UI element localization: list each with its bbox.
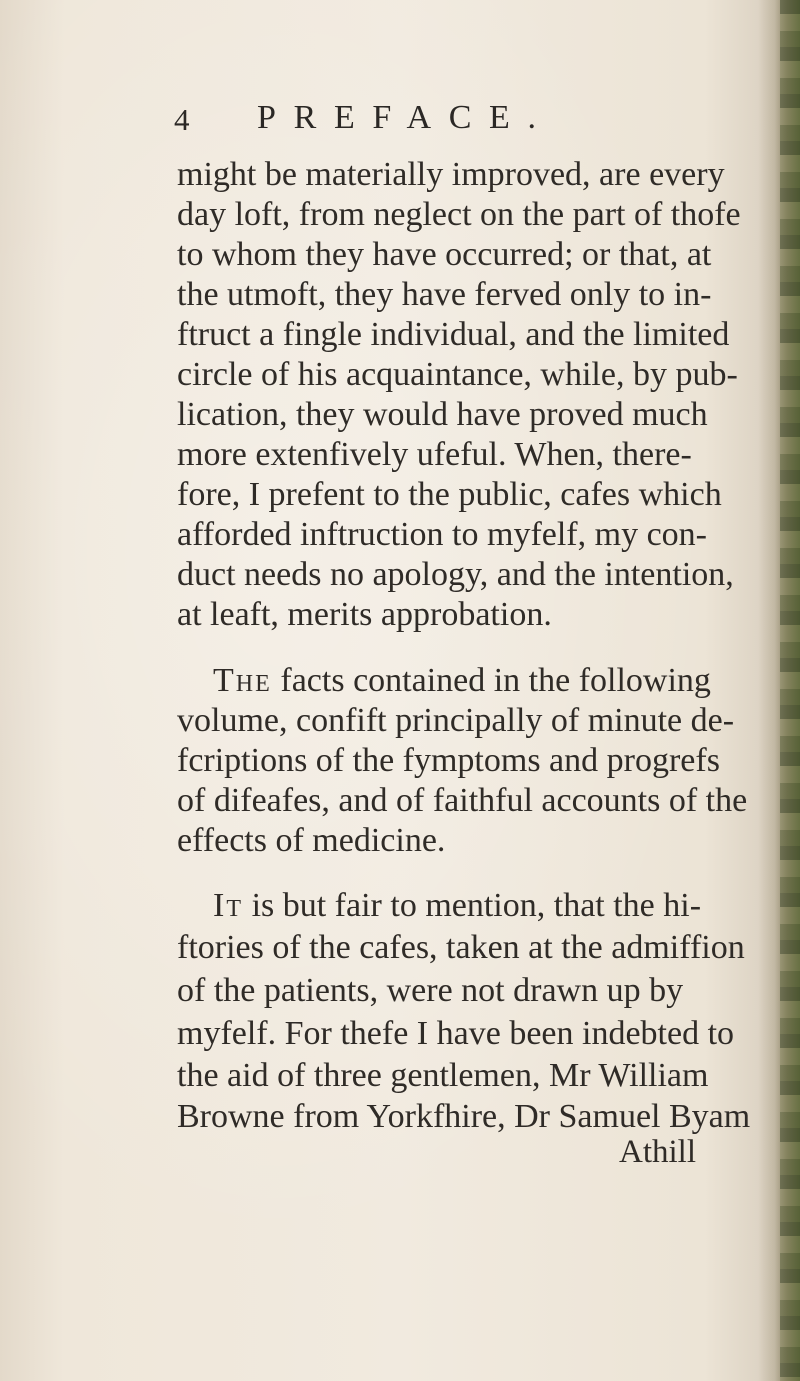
text-line: Browne from Yorkfhire, Dr Samuel Byam — [177, 1098, 751, 1135]
paragraph-first-line — [213, 661, 711, 701]
text-fragment: facts contained in the following — [271, 662, 711, 699]
text-line: myfelf. For thefe I have been indebted to — [177, 1015, 735, 1052]
text-line: of the patients, were not drawn up by — [177, 972, 684, 1009]
text-line: at leaft, merits approbation. — [177, 596, 552, 633]
text-line: lication, they would have proved much — [177, 396, 708, 433]
text-line: ftories of the cafes, taken at the admiffion — [177, 929, 745, 966]
text-line: the utmoft, they have ferved only to in- — [177, 276, 712, 313]
text-line: fcriptions of the fymptoms and progrefs — [177, 742, 720, 779]
text-line: afforded inftruction to myfelf, my con- — [177, 516, 707, 553]
text-line: day loft, from neglect on the part of thofe — [177, 196, 741, 233]
text-line: more extenfively ufeful. When, there- — [177, 436, 692, 473]
text-line: of difeafes, and of faithful accounts of the — [177, 782, 748, 819]
text-line: to whom they have occurred; or that, at — [177, 236, 712, 273]
text-line: the aid of three gentlemen, Mr William — [177, 1057, 709, 1094]
page-number: 4 — [174, 102, 190, 137]
running-head: PREFACE. — [257, 99, 554, 136]
paragraph-opening-word: It — [213, 887, 244, 924]
paragraph-opening-word: The — [213, 662, 272, 699]
text-fragment: is but fair to mention, that the hi- — [243, 887, 702, 924]
catchword: Athill — [619, 1134, 697, 1170]
text-line: ftruct a fingle individual, and the limited — [177, 316, 730, 353]
text-line: fore, I prefent to the public, cafes which — [177, 476, 722, 513]
text-line: duct needs no apology, and the intention, — [177, 556, 734, 593]
text-line: circle of his acquaintance, while, by pub- — [177, 356, 738, 393]
text-line: might be materially improved, are every — [177, 156, 725, 193]
text-line: volume, confift principally of minute de- — [177, 702, 735, 739]
text-line: effects of medicine. — [177, 822, 446, 859]
paragraph-first-line — [213, 886, 701, 926]
